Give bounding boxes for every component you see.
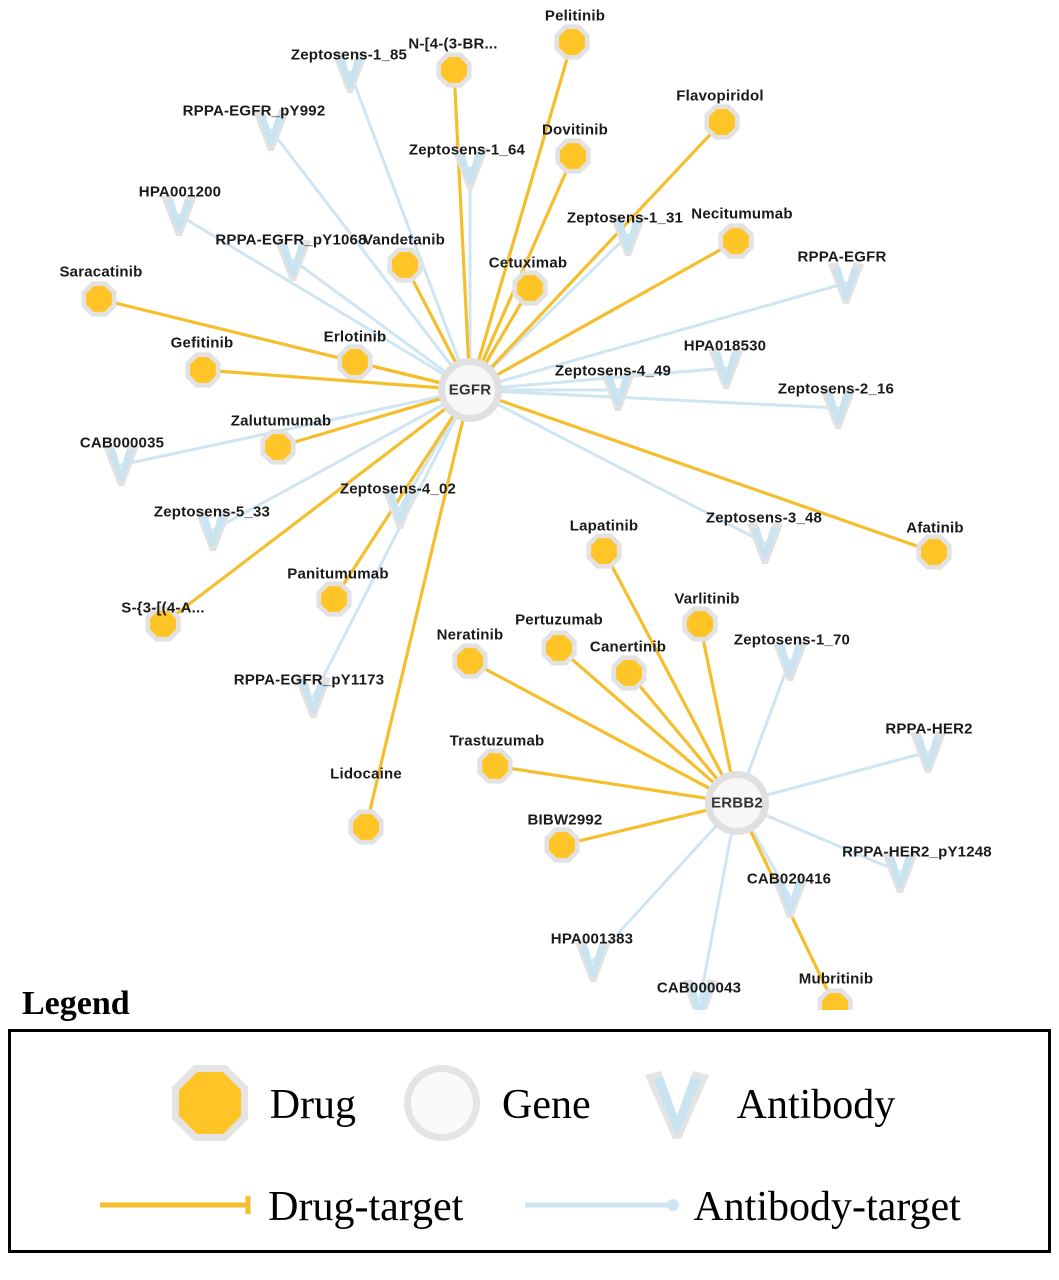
node-label: Dovitinib	[542, 121, 608, 139]
edge	[498, 400, 934, 552]
node-label: RPPA-EGFR_pY1173	[233, 671, 385, 689]
legend-item-drug	[164, 1057, 356, 1154]
node-label: Mubritinib	[798, 970, 874, 988]
node-label: Zeptosens-1_85	[290, 46, 408, 64]
drug-node[interactable]	[559, 29, 585, 55]
edge	[350, 72, 459, 362]
edge	[700, 832, 731, 1000]
drug-node[interactable]	[546, 635, 572, 661]
node-label: Afatinib	[906, 519, 964, 537]
drug-node[interactable]	[482, 753, 508, 779]
node-label: Zeptosens-1_31	[566, 209, 684, 227]
legend	[0, 985, 1059, 1253]
node-label: Zalutumumab	[230, 412, 332, 430]
node-label: Zeptosens-2_16	[777, 380, 895, 398]
node-label: Zeptosens-1_64	[408, 141, 526, 159]
drug-node[interactable]	[549, 832, 575, 858]
antibody-target-edge-icon	[523, 1193, 683, 1222]
node-label: EGFR	[448, 381, 492, 399]
legend-label-antibody: Antibody	[736, 1082, 896, 1128]
drug-node[interactable]	[723, 228, 749, 254]
legend-box	[8, 1029, 1051, 1253]
legend-edges-row	[11, 1172, 1048, 1242]
node-label: Zeptosens-1_70	[733, 631, 851, 649]
legend-shapes-row	[11, 1050, 1048, 1160]
legend-label-antibody-target: Antibody-target	[693, 1184, 961, 1230]
drug-node[interactable]	[591, 538, 617, 564]
legend-label-gene: Gene	[502, 1082, 591, 1128]
drug-node[interactable]	[687, 611, 713, 637]
legend-item-gene	[396, 1057, 591, 1154]
node-label: RPPA-HER2_pY1248	[842, 843, 992, 861]
legend-label-drug-target: Drug-target	[268, 1184, 464, 1230]
drug-node[interactable]	[190, 357, 216, 383]
node-label: HPA001200	[138, 183, 222, 201]
drug-node[interactable]	[441, 57, 467, 83]
node-label: Lapatinib	[569, 517, 639, 535]
edge	[454, 70, 469, 360]
node-label: Canertinib	[589, 638, 667, 656]
legend-item-antibody-target	[523, 1183, 961, 1231]
node-label: Zeptosens-4_02	[339, 480, 457, 498]
node-label: RPPA-EGFR_pY992	[182, 102, 326, 120]
node-label: CAB000043	[656, 979, 742, 997]
drug-node[interactable]	[709, 109, 735, 135]
node-label: Lidocaine	[330, 765, 402, 783]
node-label: Cetuximab	[488, 254, 568, 272]
drug-node[interactable]	[921, 539, 947, 565]
drug-node[interactable]	[265, 434, 291, 460]
node-label: Saracatinib	[59, 263, 143, 281]
node-label: Gefitinib	[170, 334, 234, 352]
node-label: Varlitinib	[674, 590, 740, 608]
node-label: Zeptosens-4_49	[554, 362, 672, 380]
legend-item-antibody	[631, 1057, 896, 1154]
node-label: Necitumumab	[691, 205, 793, 223]
drug-node[interactable]	[392, 252, 418, 278]
node-label: RPPA-HER2	[885, 720, 973, 738]
node-label: Zeptosens-3_48	[705, 509, 823, 527]
drug-node[interactable]	[321, 586, 347, 612]
edge	[766, 752, 928, 795]
node-label: Panitumumab	[287, 565, 389, 583]
drug-octagon-icon	[164, 1057, 256, 1154]
edge	[313, 417, 456, 697]
legend-title: Legend	[22, 985, 130, 1022]
node-label: CAB020416	[746, 870, 832, 888]
edge	[499, 283, 846, 382]
node-label: HPA018530	[683, 337, 767, 355]
node-label: Zeptosens-5_33	[153, 503, 271, 521]
edge	[478, 42, 572, 361]
legend-item-drug-target	[98, 1183, 463, 1231]
node-label: ERBB2	[711, 794, 763, 812]
node-label: Pelitinib	[544, 7, 606, 25]
node-label: Erlotinib	[323, 328, 387, 346]
edge	[488, 122, 722, 368]
drug-target-edge-icon	[98, 1193, 258, 1222]
edge	[700, 624, 731, 774]
node-label: CAB000035	[79, 434, 165, 452]
drug-node[interactable]	[86, 286, 112, 312]
node-label: BIBW2992	[527, 811, 603, 829]
node-label: Vandetanib	[362, 231, 446, 249]
node-label: S-{3-[(4-A...	[121, 599, 205, 617]
node-label: Pertuzumab	[515, 611, 603, 629]
node-label: RPPA-EGFR	[797, 248, 887, 266]
node-label: HPA001383	[550, 930, 634, 948]
node-label: RPPA-EGFR_pY1068	[215, 231, 367, 249]
gene-circle-icon	[396, 1057, 488, 1154]
drug-node[interactable]	[517, 275, 543, 301]
node-label: Trastuzumab	[449, 732, 545, 750]
drug-node[interactable]	[616, 660, 642, 686]
node-label: Flavopiridol	[676, 87, 764, 105]
node-label: N-[4-(3-BR...	[408, 35, 498, 53]
legend-label-drug: Drug	[269, 1082, 357, 1128]
edge	[629, 673, 718, 780]
drug-node[interactable]	[560, 143, 586, 169]
drug-node[interactable]	[353, 814, 379, 840]
drug-node[interactable]	[342, 349, 368, 375]
antibody-chevron-icon	[631, 1057, 723, 1154]
drug-node[interactable]	[457, 648, 483, 674]
node-label: Neratinib	[436, 626, 504, 644]
edge	[747, 660, 790, 775]
